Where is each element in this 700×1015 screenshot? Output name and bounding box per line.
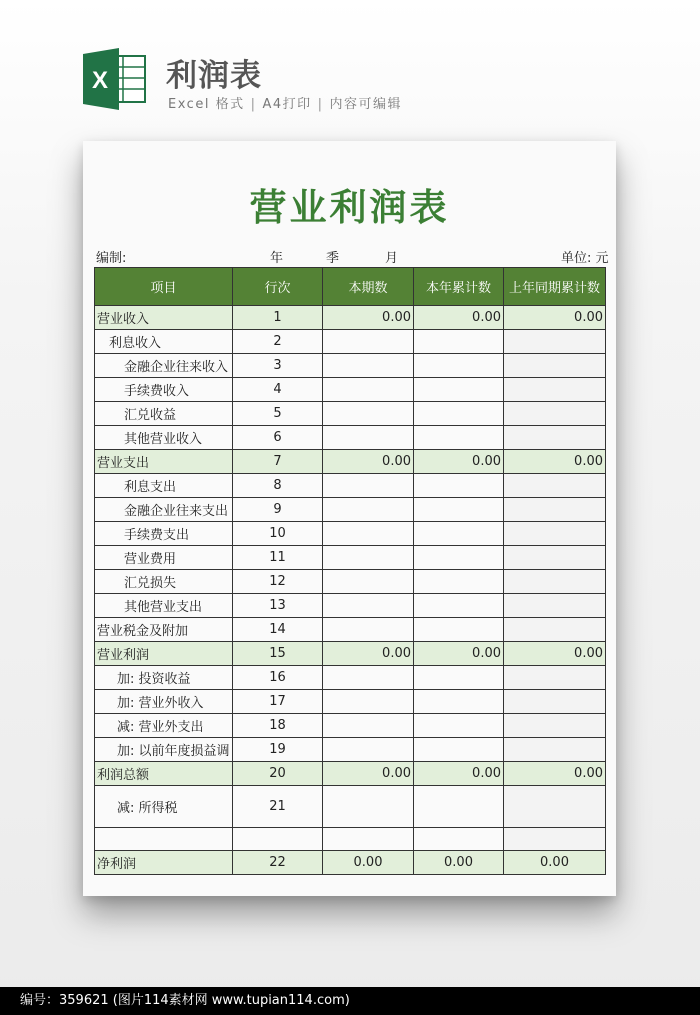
compiler-label: 编制: <box>96 251 127 266</box>
prior-year-cell[interactable] <box>504 330 606 354</box>
year-to-date-cell[interactable] <box>414 690 504 714</box>
prior-year-cell[interactable] <box>504 378 606 402</box>
current-period-cell[interactable] <box>323 522 414 546</box>
year-to-date-cell[interactable] <box>414 786 504 828</box>
row-number-cell[interactable]: 9 <box>233 498 323 522</box>
current-period-cell[interactable] <box>323 828 414 851</box>
app-meta <box>168 93 402 112</box>
row-number-cell[interactable]: 17 <box>233 690 323 714</box>
year-to-date-cell[interactable]: 0.00 <box>414 642 504 666</box>
current-period-cell[interactable] <box>323 546 414 570</box>
current-period-cell[interactable] <box>323 330 414 354</box>
current-period-cell[interactable] <box>323 378 414 402</box>
item-cell[interactable]: 手续费收入 <box>95 378 233 402</box>
document-title: 营业利润表 <box>249 186 450 229</box>
prior-year-cell[interactable] <box>504 498 606 522</box>
spreadsheet-preview <box>83 141 616 896</box>
excel-logo-letter: X <box>91 67 109 94</box>
row-number-cell[interactable]: 13 <box>233 594 323 618</box>
current-period-cell[interactable]: 0.00 <box>323 642 414 666</box>
table-row <box>95 450 606 474</box>
row-number-cell[interactable]: 7 <box>233 450 323 474</box>
current-period-cell[interactable]: 0.00 <box>323 762 414 786</box>
item-cell[interactable] <box>95 828 233 851</box>
meta-separator: | <box>250 97 257 112</box>
prior-year-cell[interactable] <box>504 402 606 426</box>
current-period-cell[interactable] <box>323 594 414 618</box>
year-to-date-cell[interactable] <box>414 714 504 738</box>
income-statement-table <box>94 267 606 875</box>
item-cell[interactable]: 汇兑收益 <box>95 402 233 426</box>
year-to-date-cell[interactable] <box>414 522 504 546</box>
table-row <box>95 851 606 875</box>
item-cell[interactable]: 减: 所得税 <box>95 786 233 828</box>
year-to-date-cell[interactable] <box>414 738 504 762</box>
item-cell[interactable]: 营业税金及附加 <box>95 618 233 642</box>
item-cell[interactable]: 其他营业支出 <box>95 594 233 618</box>
size-label: A4打印 <box>262 97 312 112</box>
row-number-cell[interactable]: 2 <box>233 330 323 354</box>
year-to-date-cell[interactable]: 0.00 <box>414 762 504 786</box>
year-to-date-cell[interactable]: 0.00 <box>414 306 504 330</box>
table-row <box>95 426 606 450</box>
row-number-cell[interactable]: 12 <box>233 570 323 594</box>
row-number-cell[interactable]: 21 <box>233 786 323 828</box>
current-period-cell[interactable] <box>323 690 414 714</box>
year-to-date-cell[interactable] <box>414 426 504 450</box>
meta-separator: | <box>317 97 324 112</box>
year-to-date-cell[interactable] <box>414 378 504 402</box>
year-to-date-cell[interactable] <box>414 402 504 426</box>
table-row <box>95 402 606 426</box>
prior-year-cell[interactable] <box>504 828 606 851</box>
prior-year-cell[interactable] <box>504 714 606 738</box>
current-period-cell[interactable] <box>323 714 414 738</box>
prior-year-cell[interactable]: 0.00 <box>504 450 606 474</box>
watermark-footer: 编号：359621 (图片114素材网 www.tupian114.com) <box>0 987 700 1015</box>
year-to-date-cell[interactable] <box>414 594 504 618</box>
edit-label: 内容可编辑 <box>329 97 403 112</box>
table-row <box>95 378 606 402</box>
table-row <box>95 354 606 378</box>
current-period-cell[interactable] <box>323 786 414 828</box>
month-label: 月 <box>385 251 399 266</box>
row-number-cell[interactable]: 3 <box>233 354 323 378</box>
prior-year-cell[interactable] <box>504 546 606 570</box>
prior-year-cell[interactable] <box>504 786 606 828</box>
prior-year-cell[interactable] <box>504 666 606 690</box>
prior-year-cell[interactable]: 0.00 <box>504 642 606 666</box>
current-period-cell[interactable] <box>323 570 414 594</box>
row-number-cell[interactable]: 22 <box>233 851 323 875</box>
row-number-cell[interactable]: 5 <box>233 402 323 426</box>
item-cell[interactable]: 净利润 <box>95 851 233 875</box>
table-row <box>95 474 606 498</box>
current-period-cell[interactable] <box>323 666 414 690</box>
year-label: 年 <box>270 251 284 266</box>
current-period-cell[interactable] <box>323 618 414 642</box>
row-number-cell[interactable] <box>233 828 323 851</box>
column-header: 行次 <box>233 268 323 306</box>
column-header: 本期数 <box>323 268 414 306</box>
current-period-cell[interactable] <box>323 402 414 426</box>
current-period-cell[interactable]: 0.00 <box>323 851 414 875</box>
current-period-cell[interactable] <box>323 498 414 522</box>
table-row <box>95 498 606 522</box>
row-number-cell[interactable]: 20 <box>233 762 323 786</box>
table-row <box>95 330 606 354</box>
table-row <box>95 570 606 594</box>
year-to-date-cell[interactable] <box>414 498 504 522</box>
table-row <box>95 714 606 738</box>
row-number-cell[interactable]: 10 <box>233 522 323 546</box>
year-to-date-cell[interactable] <box>414 618 504 642</box>
item-cell[interactable]: 营业费用 <box>95 546 233 570</box>
prior-year-cell[interactable] <box>504 738 606 762</box>
item-cell[interactable]: 营业利润 <box>95 642 233 666</box>
item-cell[interactable]: 利息收入 <box>95 330 233 354</box>
year-to-date-cell[interactable]: 0.00 <box>414 450 504 474</box>
table-row <box>95 738 606 762</box>
row-number-cell[interactable]: 6 <box>233 426 323 450</box>
column-header: 项目 <box>95 268 233 306</box>
prior-year-cell[interactable] <box>504 354 606 378</box>
item-cell[interactable]: 汇兑损失 <box>95 570 233 594</box>
table-row <box>95 690 606 714</box>
item-cell[interactable]: 营业收入 <box>95 306 233 330</box>
row-number-cell[interactable]: 11 <box>233 546 323 570</box>
prior-year-cell[interactable]: 0.00 <box>504 762 606 786</box>
format-label: Excel 格式 <box>168 97 245 112</box>
item-cell[interactable]: 加: 以前年度损益调 <box>95 738 233 762</box>
year-to-date-cell[interactable] <box>414 570 504 594</box>
current-period-cell[interactable] <box>323 474 414 498</box>
prior-year-cell[interactable] <box>504 426 606 450</box>
excel-icon <box>83 48 147 110</box>
item-cell[interactable]: 利润总额 <box>95 762 233 786</box>
row-number-cell[interactable]: 1 <box>233 306 323 330</box>
item-cell[interactable]: 利息支出 <box>95 474 233 498</box>
year-to-date-cell[interactable] <box>414 546 504 570</box>
row-number-cell[interactable]: 4 <box>233 378 323 402</box>
table-row <box>95 546 606 570</box>
item-cell[interactable]: 金融企业往来支出 <box>95 498 233 522</box>
table-row <box>95 786 606 828</box>
year-to-date-cell[interactable] <box>414 474 504 498</box>
year-to-date-cell[interactable] <box>414 666 504 690</box>
current-period-cell[interactable] <box>323 738 414 762</box>
row-number-cell[interactable]: 18 <box>233 714 323 738</box>
row-number-cell[interactable]: 15 <box>233 642 323 666</box>
current-period-cell[interactable]: 0.00 <box>323 450 414 474</box>
column-header: 上年同期累计数 <box>504 268 606 306</box>
item-cell[interactable]: 加: 投资收益 <box>95 666 233 690</box>
year-to-date-cell[interactable] <box>414 330 504 354</box>
row-number-cell[interactable]: 8 <box>233 474 323 498</box>
table-row <box>95 522 606 546</box>
quarter-label: 季 <box>326 251 340 266</box>
item-cell[interactable]: 手续费支出 <box>95 522 233 546</box>
column-header: 本年累计数 <box>414 268 504 306</box>
prior-year-cell[interactable]: 0.00 <box>504 851 606 875</box>
table-row <box>95 828 606 851</box>
unit-label: 单位: 元 <box>561 251 609 266</box>
prior-year-cell[interactable] <box>504 522 606 546</box>
item-cell[interactable]: 其他营业收入 <box>95 426 233 450</box>
item-cell[interactable]: 加: 营业外收入 <box>95 690 233 714</box>
table-row <box>95 762 606 786</box>
prior-year-cell[interactable] <box>504 618 606 642</box>
item-cell[interactable]: 营业支出 <box>95 450 233 474</box>
app-title: 利润表 <box>166 58 262 94</box>
current-period-cell[interactable]: 0.00 <box>323 306 414 330</box>
table-header-row <box>95 268 606 306</box>
table-row <box>95 666 606 690</box>
year-to-date-cell[interactable] <box>414 828 504 851</box>
table-row <box>95 306 606 330</box>
prior-year-cell[interactable] <box>504 474 606 498</box>
prior-year-cell[interactable] <box>504 570 606 594</box>
item-cell[interactable]: 减: 营业外支出 <box>95 714 233 738</box>
prior-year-cell[interactable] <box>504 594 606 618</box>
row-number-cell[interactable]: 16 <box>233 666 323 690</box>
year-to-date-cell[interactable]: 0.00 <box>414 851 504 875</box>
prior-year-cell[interactable]: 0.00 <box>504 306 606 330</box>
row-number-cell[interactable]: 14 <box>233 618 323 642</box>
prior-year-cell[interactable] <box>504 690 606 714</box>
current-period-cell[interactable] <box>323 354 414 378</box>
table-row <box>95 594 606 618</box>
year-to-date-cell[interactable] <box>414 354 504 378</box>
table-row <box>95 618 606 642</box>
item-cell[interactable]: 金融企业往来收入 <box>95 354 233 378</box>
row-number-cell[interactable]: 19 <box>233 738 323 762</box>
table-row <box>95 642 606 666</box>
current-period-cell[interactable] <box>323 426 414 450</box>
